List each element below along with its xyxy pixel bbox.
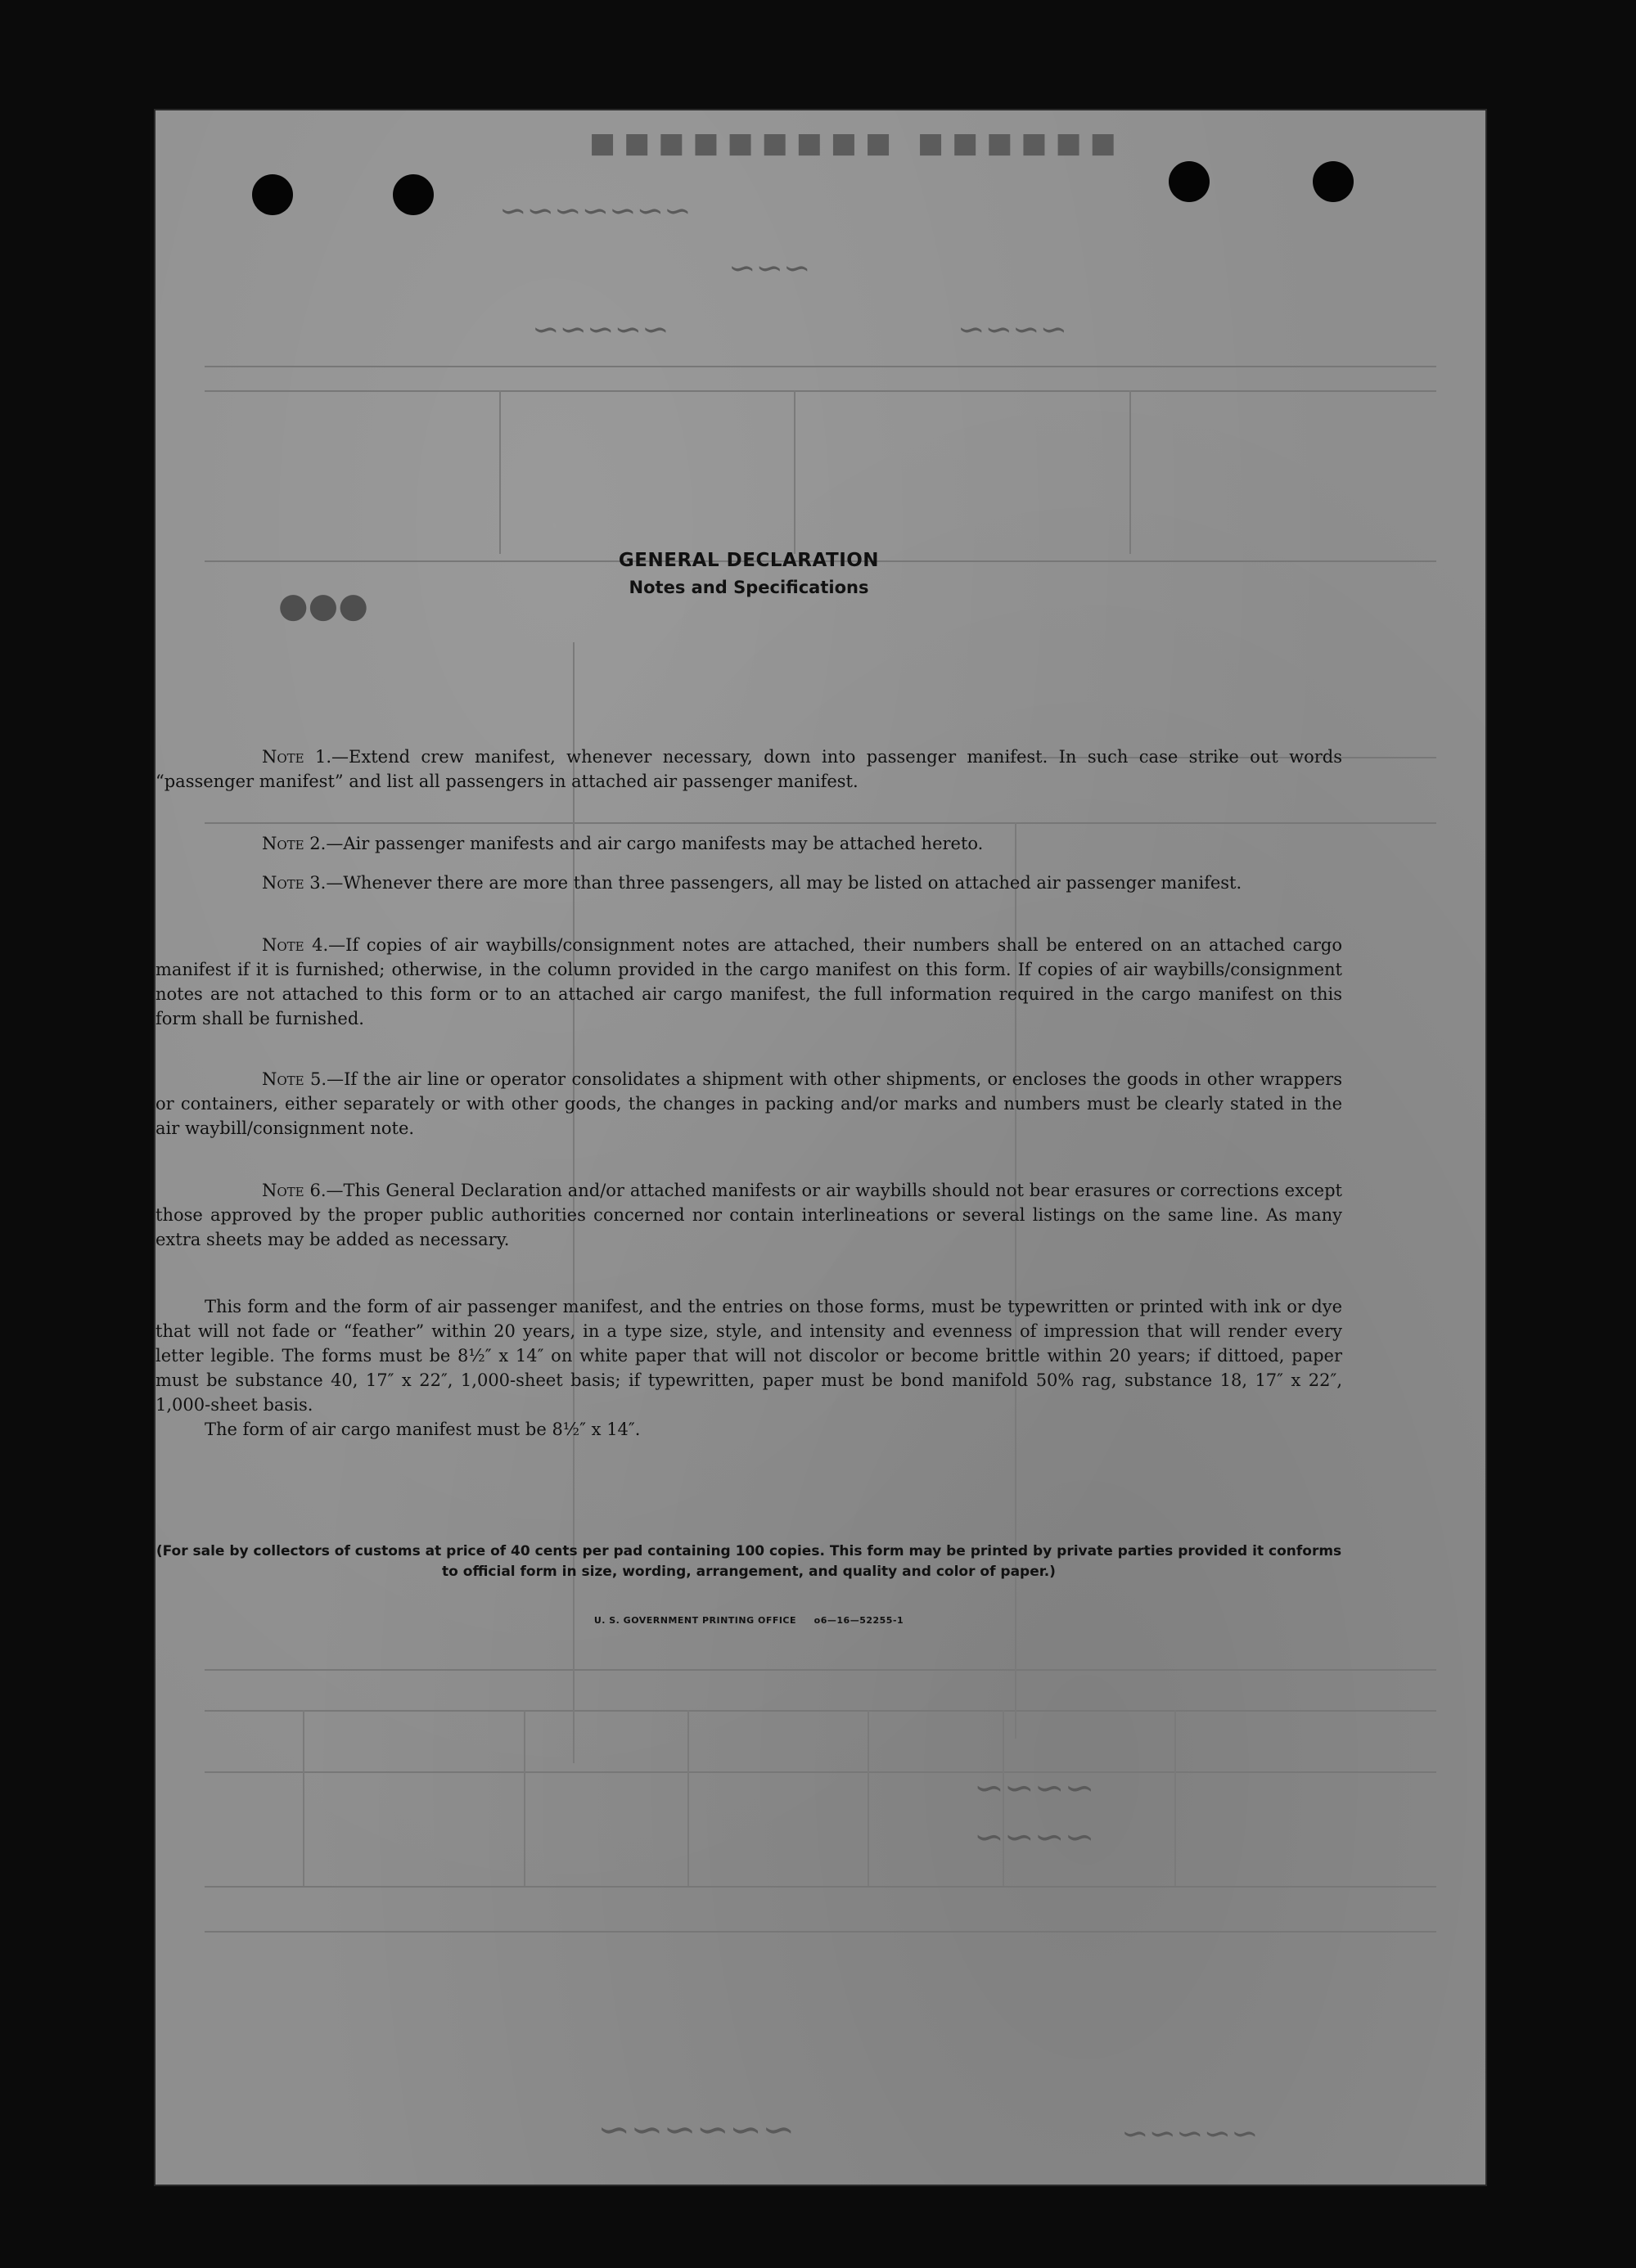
show-through-handwriting: ∼∼∼∼ [974, 1767, 1095, 1809]
show-through-handwriting: ∼∼∼ [728, 250, 811, 287]
note-text: —Whenever there are more than three passengers, all may be listed on attached air passenger manifest. [326, 873, 1242, 893]
note-5 [155, 1067, 1342, 1141]
note-label: Note 2. [262, 834, 327, 853]
show-through-handwriting: ∼∼∼∼∼ [1121, 2115, 1259, 2153]
note-label: Note 1. [262, 747, 332, 767]
show-through-column [303, 1710, 304, 1886]
note-6 [155, 1178, 1342, 1252]
show-through-rule [205, 1886, 1436, 1888]
show-through-column [499, 390, 501, 554]
note-text: —Air passenger manifests and air cargo manifests may be attached hereto. [326, 834, 984, 853]
paper-spec-paragraph: This form and the form of air passenger manifest, and the entries on those forms, must be typewritten or printed with ink or dye that will not fade or “feather” within 20 years, in a type size, style, and intensity and evenness of impression that will render every letter legible. The forms must be 8½″ x 14″ on white paper that will not discolor or become brittle within 20 years; if dittoed, paper must be substance 40, 17″ x 22″, 1,000-sheet basis; if typewritten, paper must be bond manifold 50% rag, substance 18, 17″ x 22″, 1,000-sheet basis. [155, 1297, 1342, 1415]
note-text: —If the air line or operator consolidates a shipment with other shipments, or encloses the goods in other wrappers or containers, either separately or with other goods, the changes in packing and/or marks and numbers must be clearly stated in the air waybill/consignment note. [155, 1069, 1343, 1138]
document-page [155, 110, 1485, 2185]
note-text: —This General Declaration and/or attached manifests or air waybills should not bear erasures or corrections except those approved by the proper public authorities concerned nor contain interlineations or several listings on the same line. As many extra sheets may be added as necessary. [155, 1181, 1342, 1249]
show-through-column [794, 390, 795, 554]
show-through-rule [205, 1771, 1436, 1773]
show-through-handwriting: ∼∼∼∼∼ [532, 311, 669, 349]
note-text: —Extend crew manifest, whenever necessary, down into passenger manifest. In such case strike out words “passenger manifest” and list all passengers in attached air passenger manifest. [155, 747, 1343, 791]
show-through-handwriting: ∼∼∼∼∼∼ [597, 2107, 795, 2153]
printer-imprint: U. S. GOVERNMENT PRINTING OFFICE o6—16—52255-1 [593, 1615, 904, 1626]
punch-hole [393, 174, 434, 215]
note-3 [155, 871, 1342, 895]
show-through-column [524, 1710, 525, 1886]
document-subtitle: Notes and Specifications [629, 578, 869, 597]
show-through-rule [205, 390, 1436, 392]
note-2 [155, 831, 1342, 856]
cargo-manifest-size: The form of air cargo manifest must be 8½″ x 14″. [205, 1420, 641, 1439]
show-through-column [687, 1710, 689, 1886]
document-title: GENERAL DECLARATION [618, 550, 880, 571]
show-through-heading: ■■■■■■ ■■■■■■■■■ [581, 127, 1116, 160]
show-through-column [1129, 390, 1131, 554]
note-4 [155, 933, 1342, 1031]
show-through-rule [205, 366, 1436, 367]
note-label: Note 4. [262, 935, 329, 955]
show-through-handwriting: ∼∼∼∼∼∼∼ [499, 192, 692, 230]
show-through-handwriting: ∼∼∼∼ [958, 311, 1068, 349]
show-through-column [1174, 1710, 1176, 1886]
punch-hole [1313, 161, 1354, 202]
sale-note: (For sale by collectors of customs at price of 40 cents per pad containing 100 copies. This form may be printed by private parties provided it conforms to official form in size, wording, arrangement, and quality and color of paper.) [155, 1543, 1342, 1580]
show-through-rule [205, 1931, 1436, 1933]
show-through-rule [205, 1669, 1436, 1671]
punch-hole [1169, 161, 1210, 202]
show-through-rule [205, 822, 1436, 824]
show-through-handwriting: ∼∼∼∼ [974, 1816, 1095, 1858]
show-through-rule [205, 1710, 1436, 1712]
note-label: Note 3. [262, 873, 327, 893]
paper-specifications [155, 1294, 1342, 1442]
note-1 [155, 745, 1342, 794]
note-text: —If copies of air waybills/consignment notes are attached, their numbers shall be entered on an attached cargo manifest if it is furnished; otherwise, in the column provided in the cargo manifest on this form. If copies of air waybills/consignment notes are not attached to this form or to an attached air cargo manifest, the full information required in the cargo manifest on this form shall be furnished. [155, 935, 1343, 1028]
punch-hole [252, 174, 293, 215]
note-label: Note 6. [262, 1181, 327, 1200]
show-through-number: ●●● [278, 585, 368, 625]
show-through-column [868, 1710, 869, 1886]
note-label: Note 5. [262, 1069, 327, 1089]
